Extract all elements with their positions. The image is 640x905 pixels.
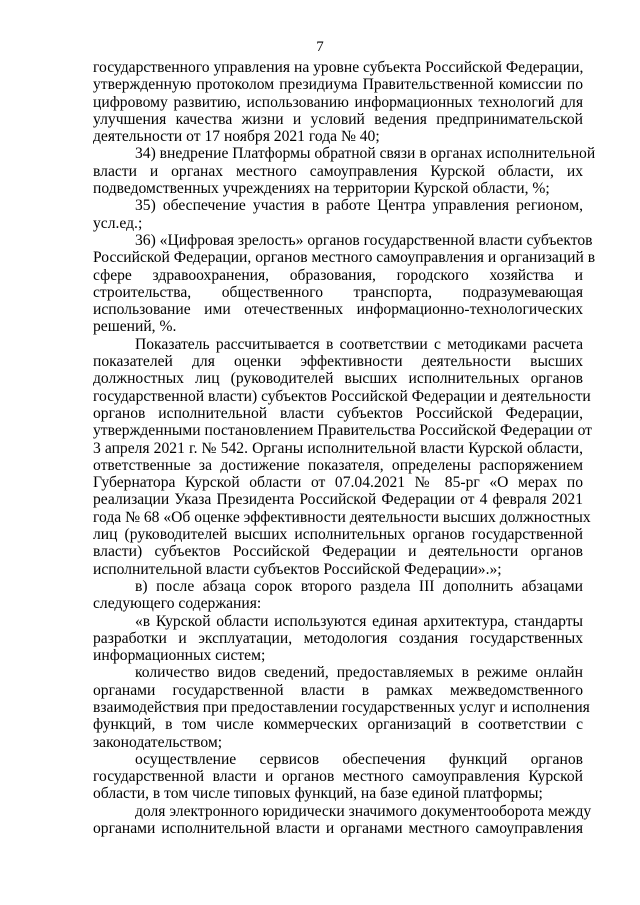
text-line: усл.ед.; [93,214,143,232]
text-line: 34) внедрение Платформы обратной связи в органах исполнительной [135,145,596,163]
text-line: разработки и эксплуатации, методология создания государственных [93,629,583,647]
paragraph [93,145,596,198]
paragraph [93,802,592,838]
text-line: в) после абзаца сорок второго раздела III дополнить абзацами [135,577,583,595]
text-line: цифровому развитию, использованию информационных технологий для [93,93,583,111]
text-line: органов исполнительной власти субъектов Российской Федерации, [93,404,583,422]
text-line: Российской Федерации, органов местного самоуправления и организаций в [93,249,596,267]
text-line: власти) субъектов Российской Федерации и деятельности органов [93,543,583,561]
text-line: года № 68 «Об оценке эффективности деятельности высших должностных [93,508,591,526]
text-line: ответственные за достижение показателя, определены распоряжением [93,456,583,474]
paragraph [93,751,583,803]
text-line: 35) обеспечение участия в работе Центра управления регионом, [135,197,583,215]
text-line: государственной власти) субъектов Российской Федерации и деятельности [93,387,591,405]
text-line: органами государственной власти в рамках межведомственного [93,681,583,699]
paragraph [93,335,592,578]
text-line: подведомственных учреждениях на территории Курской области, %; [93,180,550,198]
text-line: взаимодействия при предоставлении государственных услуг и исполнения [93,698,590,716]
text-line: должностных лиц (руководителей высших исполнительных органов [93,370,583,388]
text-line: утвержденную протоколом президиума Правительственной комиссии по [93,76,583,94]
text-line: улучшения качества жизни и условий ведения предпринимательской [93,110,583,128]
text-line: использование ими отечественных информационно-технологических [93,301,583,319]
text-line: 3 апреля 2021 г. № 542. Органы исполнительной власти Курской области, [93,439,583,457]
text-line: решений, %. [93,318,177,336]
text-line: «в Курской области используются единая архитектура, стандарты [135,612,583,630]
text-line: информационных систем; [93,647,266,665]
text-line: доля электронного юридически значимого документооборота между [135,802,592,820]
text-line: законодательством; [93,733,223,751]
text-line: Губернатора Курской области от 07.04.2021 № 85-рг «О мерах по [93,474,583,492]
paragraph [93,197,583,232]
page-number: 7 [316,39,324,55]
text-line: функций, в том числе коммерческих организаций в соответствии с [93,716,583,734]
text-line: власти и органах местного самоуправления Курской области, их [93,162,583,180]
text-line: органами исполнительной власти и органами местного самоуправления [93,820,583,838]
text-line: количество видов сведений, предоставляемых в режиме онлайн [135,664,583,682]
document-body [93,59,596,838]
text-line: показателей для оценки эффективности деятельности высших [93,353,583,371]
text-line: области, в том числе типовых функций, на базе единой платформы; [93,785,543,803]
text-line: следующего содержания: [93,595,262,613]
text-line: лиц (руководителей высших исполнительных органов государственной [93,526,583,544]
text-line: государственной власти и органов местного самоуправления Курской [93,768,583,786]
text-line: сфере здравоохранения, образования, городского хозяйства и [93,266,583,284]
paragraph [93,613,583,665]
text-line: строительства, общественного транспорта, подразумевающая [93,283,583,301]
text-line: деятельности от 17 ноября 2021 года № 40; [93,128,380,146]
text-line: осуществление сервисов обеспечения функций органов [135,750,583,768]
paragraph [93,231,596,336]
text-line: 36) «Цифровая зрелость» органов государственной власти субъектов [135,231,593,249]
paragraph [93,59,583,145]
text-line: реализации Указа Президента Российской Федерации от 4 февраля 2021 [93,491,583,509]
text-line: утвержденными постановлением Правительства Российской Федерации от [93,422,592,440]
text-line: исполнительной власти субъектов Российской Федерации».»; [93,560,502,578]
text-line: государственного управления на уровне субъекта Российской Федерации, [93,59,584,76]
paragraph [93,578,583,613]
text-line: Показатель рассчитывается в соответствии с методиками расчета [135,335,583,353]
paragraph [93,664,590,751]
